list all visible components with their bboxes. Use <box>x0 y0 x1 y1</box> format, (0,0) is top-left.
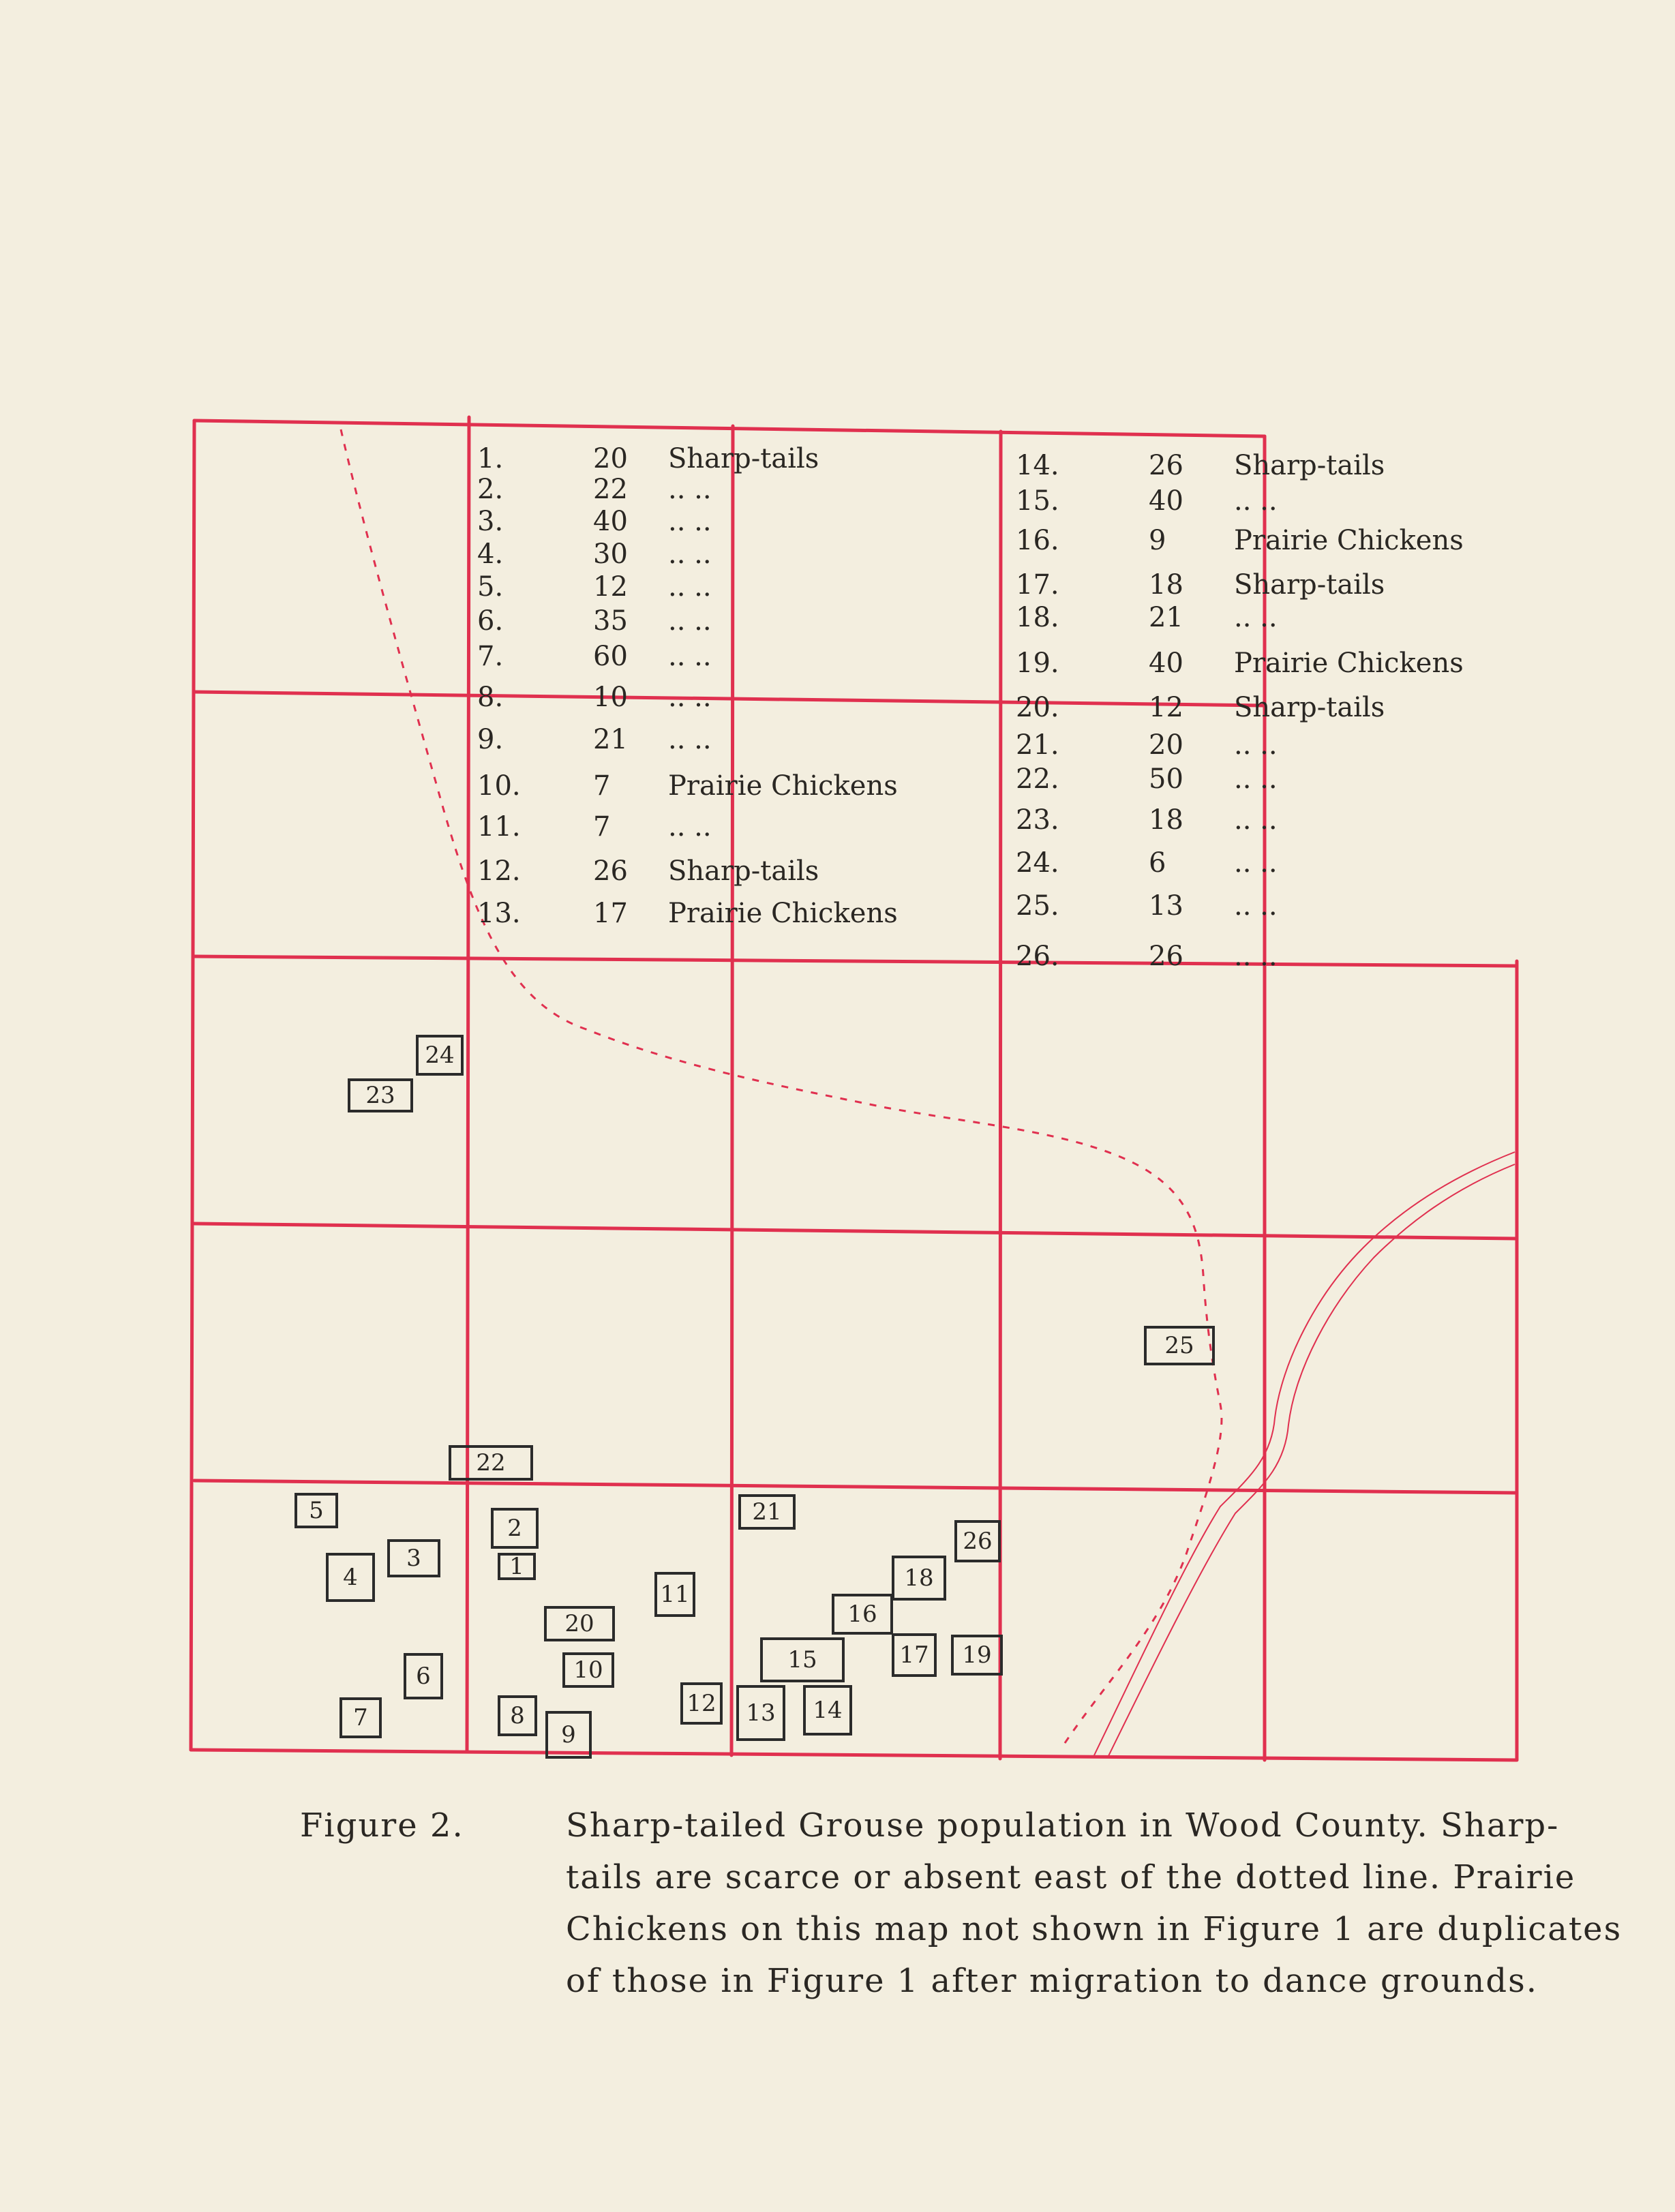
legend-entry-number: 13. <box>477 898 521 929</box>
legend-entry-species: .. .. <box>1234 847 1278 879</box>
site-marker-14: 14 <box>803 1685 852 1736</box>
legend-entry-number: 3. <box>477 506 504 537</box>
legend-entry-species: .. .. <box>668 811 712 843</box>
legend-entry-number: 17. <box>1016 569 1059 601</box>
legend-entry-count: 35 <box>593 605 628 637</box>
legend-entry-count: 30 <box>593 539 628 570</box>
legend-entry-number: 16. <box>1016 525 1059 556</box>
legend-entry-number: 5. <box>477 571 504 603</box>
legend-entry-count: 7 <box>593 811 611 843</box>
legend-entry-count: 17 <box>593 898 628 929</box>
site-marker-5: 5 <box>295 1493 338 1528</box>
legend-entry-count: 60 <box>593 641 628 672</box>
legend-entry-count: 21 <box>593 724 628 755</box>
road-line-east <box>1108 1164 1515 1757</box>
legend-entry-species: .. .. <box>668 506 712 537</box>
legend-entry-count: 7 <box>593 770 611 802</box>
legend-entry-count: 20 <box>593 443 628 474</box>
legend-entry-number: 23. <box>1016 804 1059 836</box>
legend-entry-species: .. .. <box>1234 804 1278 836</box>
site-marker-16: 16 <box>832 1594 893 1635</box>
legend-entry-count: 26 <box>1149 941 1183 972</box>
site-marker-17: 17 <box>892 1633 937 1677</box>
legend-entry-number: 4. <box>477 539 504 570</box>
legend-entry-number: 10. <box>477 770 521 802</box>
legend-entry-species: Prairie Chickens <box>668 898 898 929</box>
site-marker-9: 9 <box>545 1711 592 1759</box>
site-marker-2: 2 <box>491 1508 539 1549</box>
legend-entry-number: 15. <box>1016 485 1059 517</box>
site-marker-7: 7 <box>339 1697 382 1738</box>
legend-entry-number: 12. <box>477 855 521 887</box>
legend-entry-count: 26 <box>593 855 628 887</box>
legend-entry-number: 19. <box>1016 648 1059 679</box>
site-marker-15: 15 <box>760 1637 845 1682</box>
site-marker-19: 19 <box>951 1635 1003 1676</box>
legend-entry-species: Sharp-tails <box>1234 692 1385 723</box>
legend-entry-species: Sharp-tails <box>668 443 819 474</box>
legend-entry-species: Sharp-tails <box>1234 569 1385 601</box>
site-marker-4: 4 <box>326 1553 375 1602</box>
legend-entry-number: 7. <box>477 641 504 672</box>
site-marker-1: 1 <box>498 1553 536 1580</box>
legend-entry-species: .. .. <box>668 641 712 672</box>
legend-entry-number: 22. <box>1016 763 1059 795</box>
caption-text: Sharp-tailed Grouse population in Wood County. Sharp-tails are scarce or absent east of the dotted line. Prairie Chickens on this map not shown in Figure 1 are duplicates of those in Figure 1 after migration to dance grounds. <box>566 1806 1623 2000</box>
figure-label: Figure 2. <box>300 1806 464 1845</box>
legend-entry-count: 22 <box>593 474 628 505</box>
legend-entry-species: Prairie Chickens <box>1234 525 1464 556</box>
legend-entry-number: 6. <box>477 605 504 637</box>
legend-entry-species: .. .. <box>1234 485 1278 517</box>
site-marker-18: 18 <box>892 1556 946 1601</box>
legend-entry-count: 18 <box>1149 804 1183 836</box>
legend-entry-species: .. .. <box>668 682 712 713</box>
grid-line-row-4 <box>194 1481 1517 1493</box>
site-marker-26: 26 <box>954 1520 1001 1562</box>
legend-entry-number: 14. <box>1016 450 1059 481</box>
legend-entry-species: .. .. <box>668 605 712 637</box>
legend-entry-species: .. .. <box>1234 602 1278 633</box>
legend-entry-count: 40 <box>1149 485 1183 517</box>
grid-line-left <box>191 421 194 1750</box>
legend-entry-count: 50 <box>1149 763 1183 795</box>
site-marker-22: 22 <box>449 1445 533 1481</box>
legend-entry-species: Prairie Chickens <box>668 770 898 802</box>
legend-entry-species: Sharp-tails <box>668 855 819 887</box>
legend-entry-number: 26. <box>1016 941 1059 972</box>
site-marker-13: 13 <box>736 1685 785 1741</box>
legend-entry-count: 26 <box>1149 450 1183 481</box>
grid-line-bottom <box>191 1750 1517 1760</box>
legend-entry-species: .. .. <box>668 571 712 603</box>
site-marker-11: 11 <box>654 1572 695 1617</box>
legend-entry-count: 18 <box>1149 569 1183 601</box>
legend-entry-count: 6 <box>1149 847 1166 879</box>
legend-entry-count: 12 <box>1149 692 1183 723</box>
legend-entry-count: 12 <box>593 571 628 603</box>
grid-line-row-2 <box>194 956 1517 966</box>
legend-entry-species: .. .. <box>668 539 712 570</box>
legend-entry-number: 20. <box>1016 692 1059 723</box>
legend-entry-count: 13 <box>1149 890 1183 922</box>
grid-line-row-3 <box>194 1224 1517 1239</box>
site-marker-3: 3 <box>387 1539 440 1577</box>
legend-entry-species: .. .. <box>1234 890 1278 922</box>
grid-line-col-2 <box>731 426 733 1755</box>
legend-entry-count: 21 <box>1149 602 1183 633</box>
grid-line-col-1 <box>467 417 469 1752</box>
site-marker-21: 21 <box>738 1494 796 1530</box>
legend-entry-number: 2. <box>477 474 504 505</box>
site-marker-8: 8 <box>498 1695 537 1736</box>
site-marker-24: 24 <box>416 1035 464 1076</box>
legend-entry-number: 21. <box>1016 729 1059 761</box>
legend-entry-species: Sharp-tails <box>1234 450 1385 481</box>
grid-line-row-1 <box>194 692 1265 706</box>
legend-entry-species: .. .. <box>668 474 712 505</box>
legend-entry-species: .. .. <box>1234 941 1278 972</box>
site-marker-12: 12 <box>680 1682 723 1725</box>
legend-entry-count: 40 <box>593 506 628 537</box>
legend-entry-number: 11. <box>477 811 521 843</box>
legend-entry-species: .. .. <box>668 724 712 755</box>
road-line-west <box>1094 1152 1515 1755</box>
site-marker-25: 25 <box>1144 1326 1215 1365</box>
sharp-tail-boundary-dotted-line <box>341 429 1222 1745</box>
legend-entry-species: .. .. <box>1234 729 1278 761</box>
legend-entry-number: 24. <box>1016 847 1059 879</box>
site-marker-20: 20 <box>544 1606 615 1641</box>
legend-entry-species: .. .. <box>1234 763 1278 795</box>
legend-entry-count: 10 <box>593 682 628 713</box>
site-marker-10: 10 <box>562 1652 614 1688</box>
site-marker-6: 6 <box>404 1653 443 1699</box>
legend-entry-count: 20 <box>1149 729 1183 761</box>
legend-entry-species: Prairie Chickens <box>1234 648 1464 679</box>
legend-entry-count: 40 <box>1149 648 1183 679</box>
grid-line-top <box>194 421 1265 436</box>
legend-entry-count: 9 <box>1149 525 1166 556</box>
legend-entry-number: 1. <box>477 443 504 474</box>
legend-entry-number: 18. <box>1016 602 1059 633</box>
legend-entry-number: 25. <box>1016 890 1059 922</box>
legend-entry-number: 8. <box>477 682 504 713</box>
site-marker-23: 23 <box>348 1078 413 1112</box>
legend-entry-number: 9. <box>477 724 504 755</box>
